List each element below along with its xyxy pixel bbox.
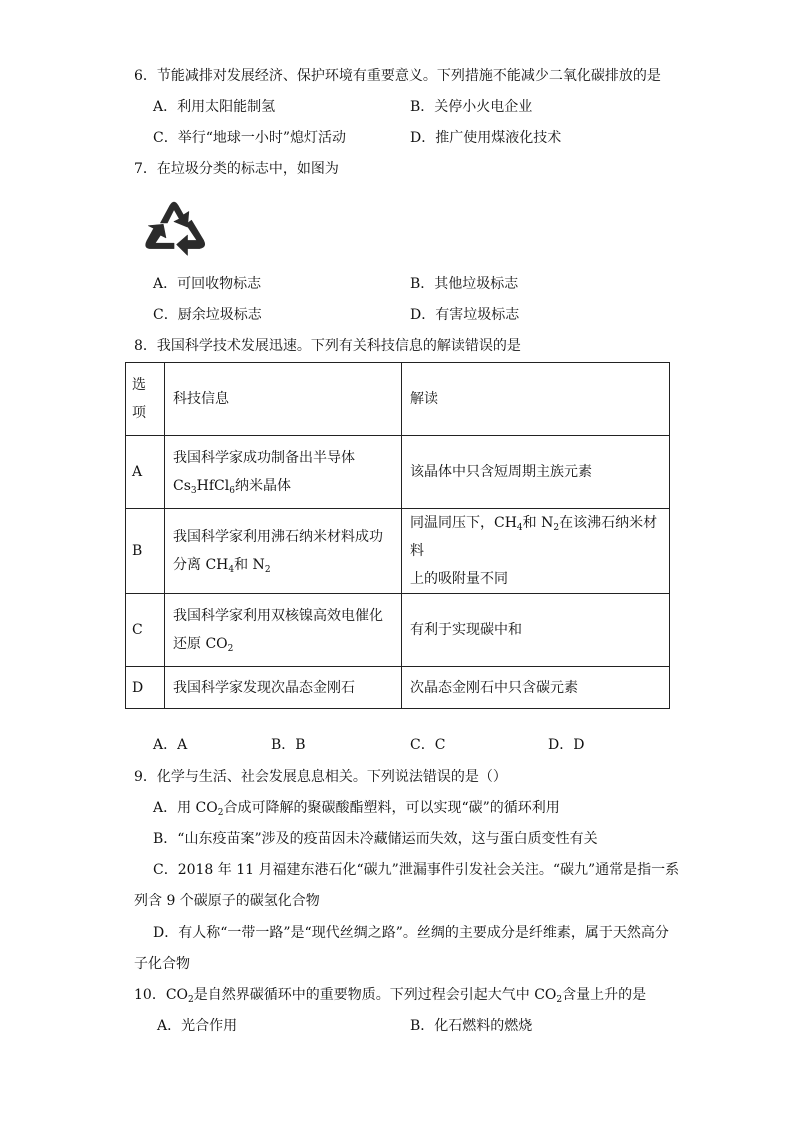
- q9-option-c-line1: C．2018 年 11 月福建东港石化“碳九”泄漏事件引发社会关注。“碳九”通常是指一系: [153, 862, 680, 878]
- table-row: [126, 667, 670, 709]
- recycle-symbol-icon: [140, 196, 208, 258]
- q7-option-b: B．其他垃圾标志: [410, 276, 519, 292]
- table-row: [126, 594, 670, 667]
- q8-stem: 8．我国科学技术发展迅速。下列有关科技信息的解读错误的是: [134, 338, 521, 354]
- row-info: 我国科学家利用沸石纳米材料成功 分离 $CH_4$和 $N_2$: [165, 509, 402, 594]
- q7-option-a: A．可回收物标志: [153, 276, 262, 292]
- q8-option-c: C．C: [410, 737, 446, 753]
- table-header-row: [126, 363, 670, 436]
- q9-option-d-line1: D．有人称“一带一路”是“现代丝绸之路”。丝绸的主要成分是纤维素，属于天然高分: [153, 925, 669, 941]
- q9-option-b: B．“山东疫苗案”涉及的疫苗因未冷藏储运而失效，这与蛋白质变性有关: [153, 831, 598, 847]
- table-row: [126, 436, 670, 509]
- row-interpretation: 该晶体中只含短周期主族元素: [402, 436, 670, 509]
- header-option: 选项: [126, 363, 165, 436]
- q8-table: [125, 362, 670, 709]
- table-row: [126, 509, 670, 594]
- row-interpretation: 次晶态金刚石中只含碳元素: [402, 667, 670, 709]
- row-interpretation: 同温同压下，$CH_4$和 $N_2$在该沸石纳米材料 上的吸附量不同: [402, 509, 670, 594]
- q10-stem: 10．$CO_2$是自然界碳循环中的重要物质。下列过程会引起大气中 $CO_2$含量上升的是: [134, 987, 647, 1005]
- header-interpretation: 解读: [402, 363, 670, 436]
- row-info: 我国科学家发现次晶态金刚石: [165, 667, 402, 709]
- q9-option-a: A．用 $CO_2$合成可降解的聚碳酸酯塑料，可以实现“碳”的循环利用: [153, 800, 560, 818]
- q10-option-a: A．光合作用: [157, 1018, 238, 1034]
- row-option: B: [126, 509, 165, 594]
- row-info: 我国科学家成功制备出半导体 $Cs_3HfCl_6$纳米晶体: [165, 436, 402, 509]
- header-info: 科技信息: [165, 363, 402, 436]
- row-option: C: [126, 594, 165, 667]
- q7-option-c: C．厨余垃圾标志: [153, 307, 262, 323]
- q7-stem: 7．在垃圾分类的标志中，如图为: [134, 161, 339, 177]
- q8-option-a: A．A: [153, 737, 188, 753]
- q8-option-b: B．B: [271, 737, 306, 753]
- q6-option-a: A．利用太阳能制氢: [153, 99, 276, 115]
- q9-option-d-line2: 子化合物: [134, 956, 190, 972]
- q9-stem: 9．化学与生活、社会发展息息相关。下列说法错误的是（）: [134, 769, 507, 785]
- row-info: 我国科学家利用双核镍高效电催化 还原 $CO_2$: [165, 594, 402, 667]
- q6-option-b: B．关停小火电企业: [410, 99, 533, 115]
- q7-option-d: D．有害垃圾标志: [410, 307, 520, 323]
- q6-stem: 6．节能减排对发展经济、保护环境有重要意义。下列措施不能减少二氧化碳排放的是: [134, 68, 661, 84]
- q8-option-d: D．D: [548, 737, 585, 753]
- q6-option-d: D．推广使用煤液化技术: [410, 130, 562, 146]
- row-option: A: [126, 436, 165, 509]
- row-option: D: [126, 667, 165, 709]
- q6-option-c: C．举行“地球一小时”熄灯活动: [153, 130, 347, 146]
- q9-option-c-line2: 列含 9 个碳原子的碳氢化合物: [134, 893, 320, 909]
- row-interpretation: 有利于实现碳中和: [402, 594, 670, 667]
- q10-option-b: B．化石燃料的燃烧: [410, 1018, 533, 1034]
